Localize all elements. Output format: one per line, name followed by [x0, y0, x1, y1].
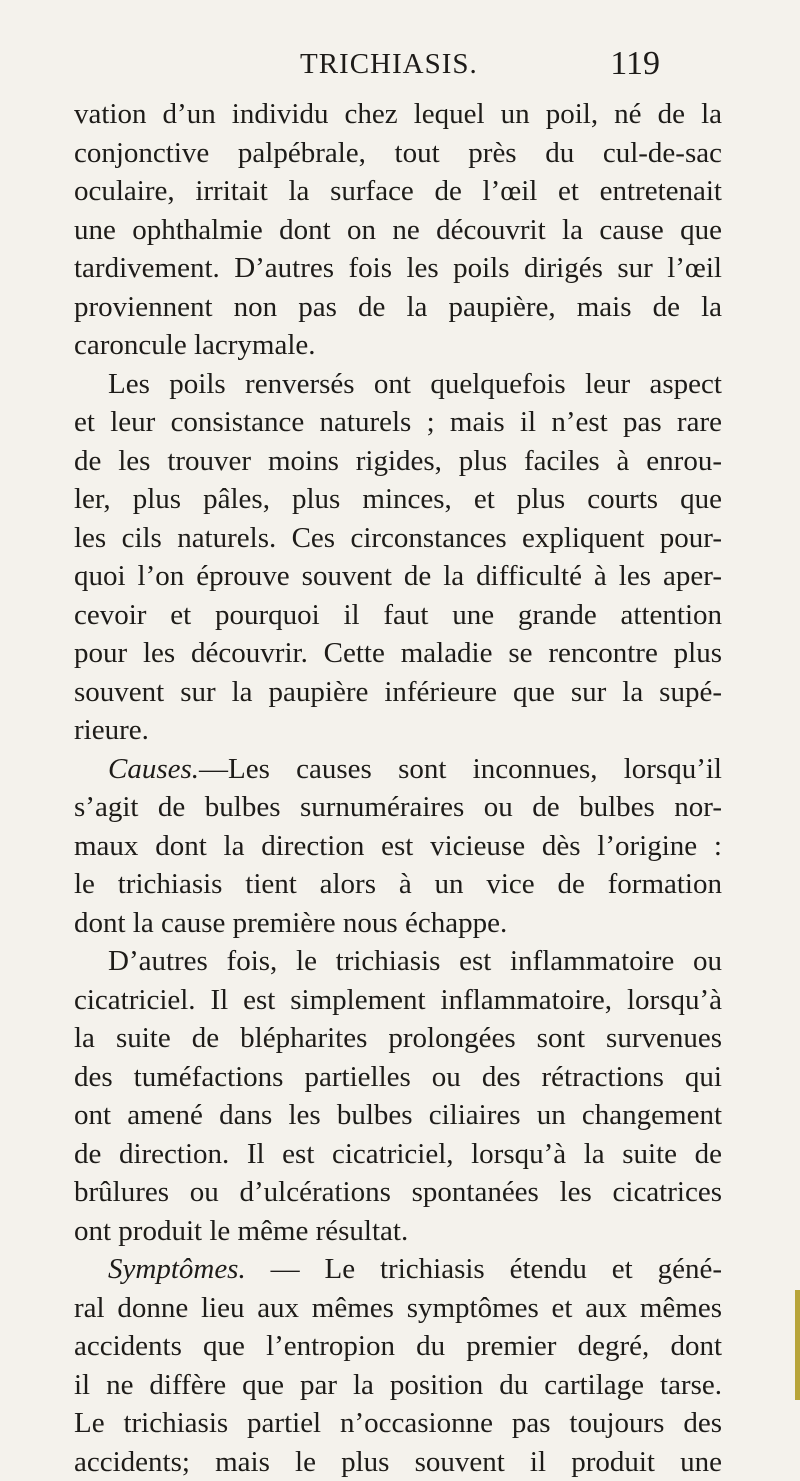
text-line: dont la cause première nous échappe. [74, 904, 722, 943]
text-line: de direction. Il est cicatriciel, lorsqu’à la suite de [74, 1135, 722, 1174]
text-line: ral donne lieu aux mêmes symptômes et aux mêmes [74, 1289, 722, 1328]
text-line: souvent sur la paupière inférieure que sur la supé- [74, 673, 722, 712]
causes-paragraph-start [74, 750, 722, 789]
page-edge-mark [795, 1290, 800, 1400]
text-line: tardivement. D’autres fois les poils dirigés sur l’œil [74, 249, 722, 288]
causes-heading: Causes. [108, 753, 199, 785]
text-line: de les trouver moins rigides, plus faciles à enrou- [74, 442, 722, 481]
text-line: maux dont la direction est vicieuse dès l’origine : [74, 827, 722, 866]
text-line: des tuméfactions partielles ou des rétractions qui [74, 1058, 722, 1097]
text-line: s’agit de bulbes surnuméraires ou de bulbes nor- [74, 788, 722, 827]
text-line: accidents; mais le plus souvent il produit une [74, 1443, 722, 1481]
text-line: accidents que l’entropion du premier degré, dont [74, 1327, 722, 1366]
text-line: la suite de blépharites prolongées sont survenues [74, 1019, 722, 1058]
text-line: il ne diffère que par la position du cartilage tarse. [74, 1366, 722, 1405]
text-line: Le trichiasis partiel n’occasionne pas toujours des [74, 1404, 722, 1443]
text-line: les cils naturels. Ces circonstances expliquent pour- [74, 519, 722, 558]
text-line: Les poils renversés ont quelquefois leur aspect [74, 365, 722, 404]
text-line: et leur consistance naturels ; mais il n’est pas rare [74, 403, 722, 442]
symptomes-heading: Symptômes. [108, 1253, 246, 1285]
text-line: une ophthalmie dont on ne découvrit la cause que [74, 211, 722, 250]
text-line: ler, plus pâles, plus minces, et plus courts que [74, 480, 722, 519]
text-line: pour les découvrir. Cette maladie se rencontre plus [74, 634, 722, 673]
text-line: oculaire, irritait la surface de l’œil et entretenait [74, 172, 722, 211]
symptomes-paragraph-start [74, 1250, 722, 1289]
text-line: rieure. [74, 711, 722, 750]
text-line: D’autres fois, le trichiasis est inflammatoire ou [74, 942, 722, 981]
text-line: —Les causes sont inconnues, lorsqu’il [199, 753, 722, 785]
text-line: proviennent non pas de la paupière, mais de la [74, 288, 722, 327]
text-line: vation d’un individu chez lequel un poil, né de la [74, 95, 722, 134]
body-text [74, 95, 722, 1481]
text-line: caroncule lacrymale. [74, 326, 722, 365]
text-line: ont amené dans les bulbes ciliaires un changement [74, 1096, 722, 1135]
text-line: brûlures ou d’ulcérations spontanées les cicatrices [74, 1173, 722, 1212]
text-line: cevoir et pourquoi il faut une grande attention [74, 596, 722, 635]
page-header [300, 48, 660, 88]
text-line: cicatriciel. Il est simplement inflammatoire, lorsqu’à [74, 981, 722, 1020]
text-line: quoi l’on éprouve souvent de la difficulté à les aper- [74, 557, 722, 596]
page-number: 119 [610, 45, 660, 83]
running-head: TRICHIASIS. [300, 48, 478, 81]
text-line: ont produit le même résultat. [74, 1212, 722, 1251]
text-line: le trichiasis tient alors à un vice de formation [74, 865, 722, 904]
text-line: conjonctive palpébrale, tout près du cul-de-sac [74, 134, 722, 173]
text-line: — Le trichiasis étendu et géné- [246, 1253, 722, 1285]
